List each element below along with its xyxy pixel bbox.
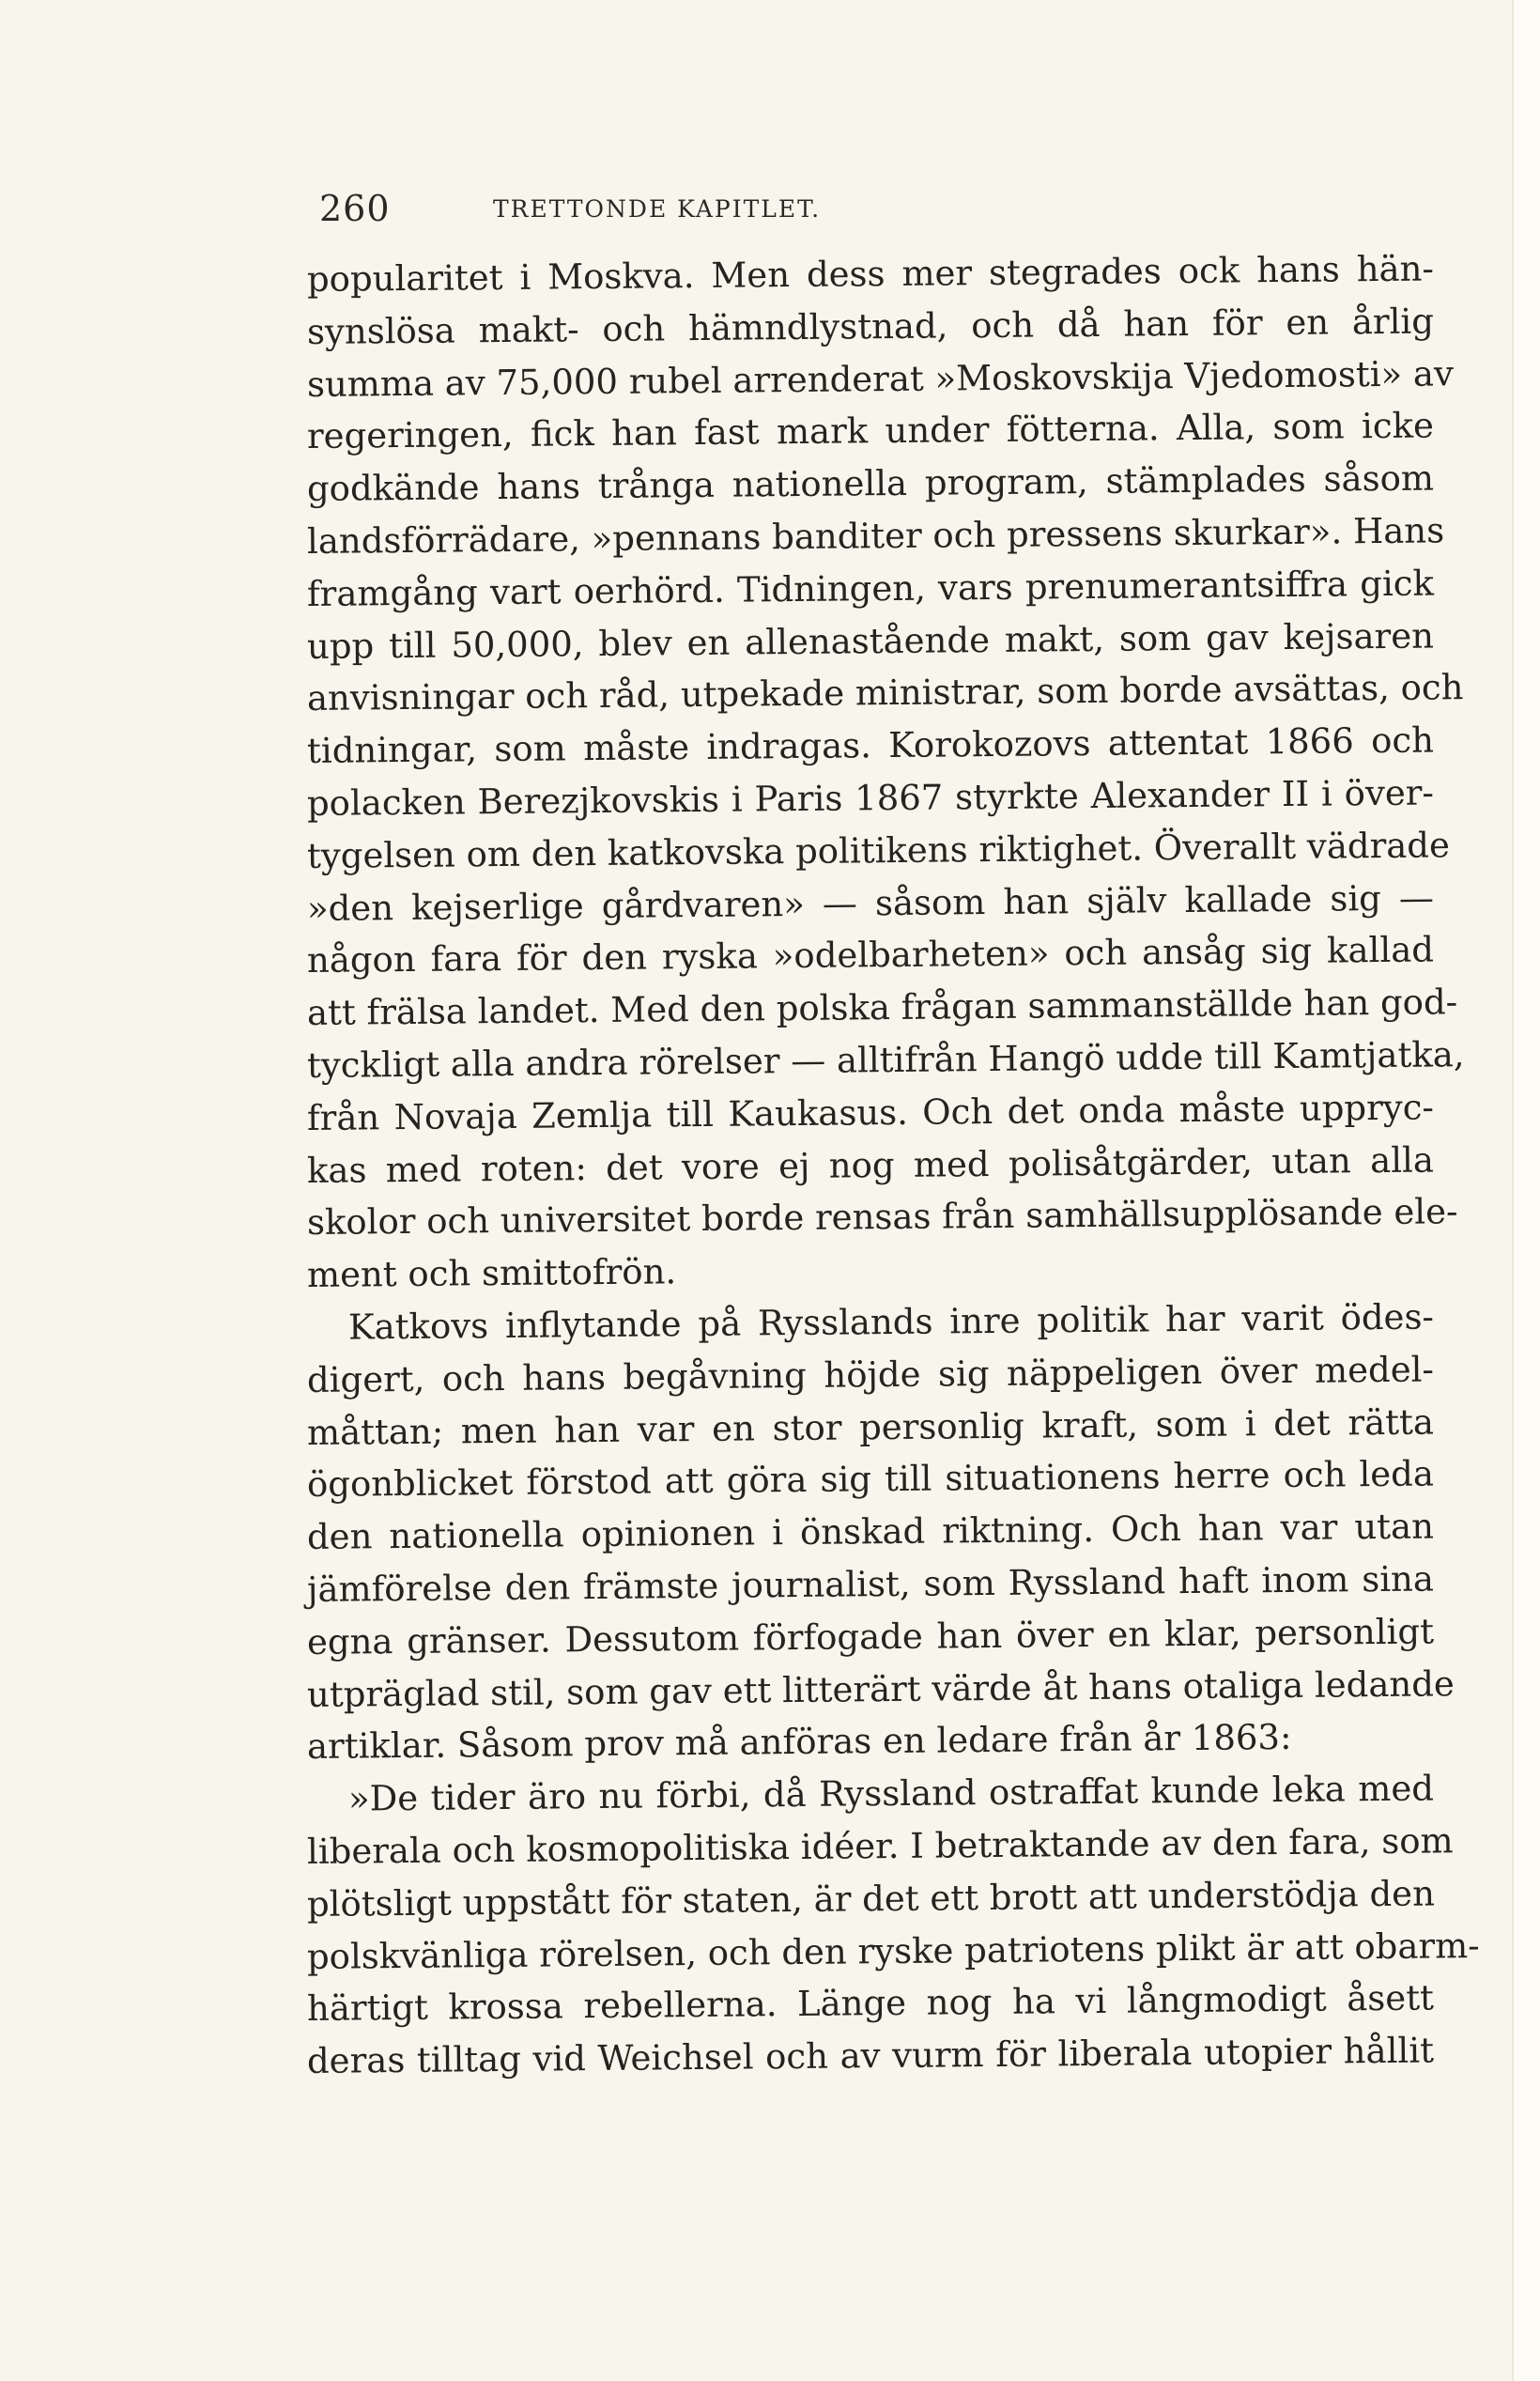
body-text <box>306 248 1480 2088</box>
text-line: utpräglad stil, som gav ett litterärt värde åt hans otaliga ledande <box>306 1662 1455 1715</box>
text-line: synslösa makt- och hämndlystnad, och då han för en årlig <box>306 301 1435 352</box>
text-line: från Novaja Zemlja till Kaukasus. Och det onda måste uppryc- <box>306 1087 1435 1138</box>
text-line: ögonblicket förstod att göra sig till situationens herre och leda <box>306 1453 1435 1506</box>
page-number: 260 <box>319 188 391 229</box>
text-line: artiklar. Såsom prov må anföras en ledare från år 1863: <box>306 1717 1292 1768</box>
text-line: framgång vart oerhörd. Tidningen, vars prenumerantsiffra gick <box>306 563 1435 614</box>
text-line: kas med roten: det vore ej nog med polisåtgärder, utan alla <box>306 1139 1435 1191</box>
text-line: regeringen, fick han fast mark under fötterna. Alla, som icke <box>306 405 1435 457</box>
running-head: TRETTONDE KAPITLET. <box>493 195 822 223</box>
text-line: digert, och hans begåvning höjde sig näppeligen över medel- <box>306 1349 1435 1400</box>
text-line: polacken Berezjkovskis i Paris 1867 styrkte Alexander II i över- <box>306 772 1435 824</box>
text-line: tygelsen om den katkovska politikens riktighet. Överallt vädrade <box>306 825 1451 876</box>
text-line: tidningar, som måste indragas. Korokozovs attentat 1866 och <box>306 719 1435 772</box>
text-line: upp till 50,000, blev en allenastående makt, som gav kejsaren <box>306 615 1435 667</box>
text-line: popularitet i Moskva. Men dess mer stegrades ock hans hän- <box>306 248 1435 300</box>
text-line: anvisningar och råd, utpekade ministrar, som borde avsättas, och <box>306 667 1464 719</box>
text-line: landsförrädare, »pennans banditer och pressens skurkar». Hans <box>306 510 1445 562</box>
text-line: tyckligt alla andra rörelser — alltifrån Hangö udde till Kamtjatka, <box>306 1034 1465 1086</box>
text-line: härtigt krossa rebellerna. Länge nog ha vi långmodigt åsett <box>306 1977 1435 2030</box>
text-line: jämförelse den främste journalist, som Ryssland haft inom sina <box>306 1558 1435 1610</box>
text-line: egna gränser. Dessutom förfogade han över en klar, personligt <box>306 1611 1435 1662</box>
text-line: liberala och kosmopolitiska idéer. I betraktande av den fara, som <box>306 1820 1454 1872</box>
text-line: måttan; men han var en stor personlig kraft, som i det rätta <box>306 1401 1435 1453</box>
text-line: summa av 75,000 rubel arrenderat »Moskovskija Vjedomosti» av <box>306 352 1455 405</box>
text-line: plötsligt uppstått för staten, är det ett brott att understödja den <box>306 1873 1436 1925</box>
text-line: skolor och universitet borde rensas från samhällsupplösande ele- <box>306 1191 1458 1244</box>
page-header <box>319 188 1427 244</box>
text-line: »De tider äro nu förbi, då Ryssland ostraffat kunde leka med <box>347 1768 1435 1819</box>
text-line: »den kejserlige gårdvaren» — såsom han själv kallade sig — <box>306 877 1435 929</box>
text-line: någon fara för den ryska »odelbarheten» och ansåg sig kallad <box>306 929 1435 982</box>
text-line: den nationella opinionen i önskad riktning. Och han var utan <box>306 1506 1435 1558</box>
text-line: att frälsa landet. Med den polska frågan sammanställde han god- <box>306 982 1458 1034</box>
text-line: godkände hans trånga nationella program, stämplades såsom <box>306 457 1435 510</box>
text-line: polskvänliga rörelsen, och den ryske patriotens plikt är att obarm- <box>306 1925 1480 1977</box>
text-line: Katkovs inflytande på Rysslands inre politik har varit ödes- <box>347 1296 1435 1348</box>
text-line: ment och smittofrön. <box>306 1251 677 1296</box>
text-line: deras tilltag vid Weichsel och av vurm för liberala utopier hållit <box>306 2030 1435 2082</box>
